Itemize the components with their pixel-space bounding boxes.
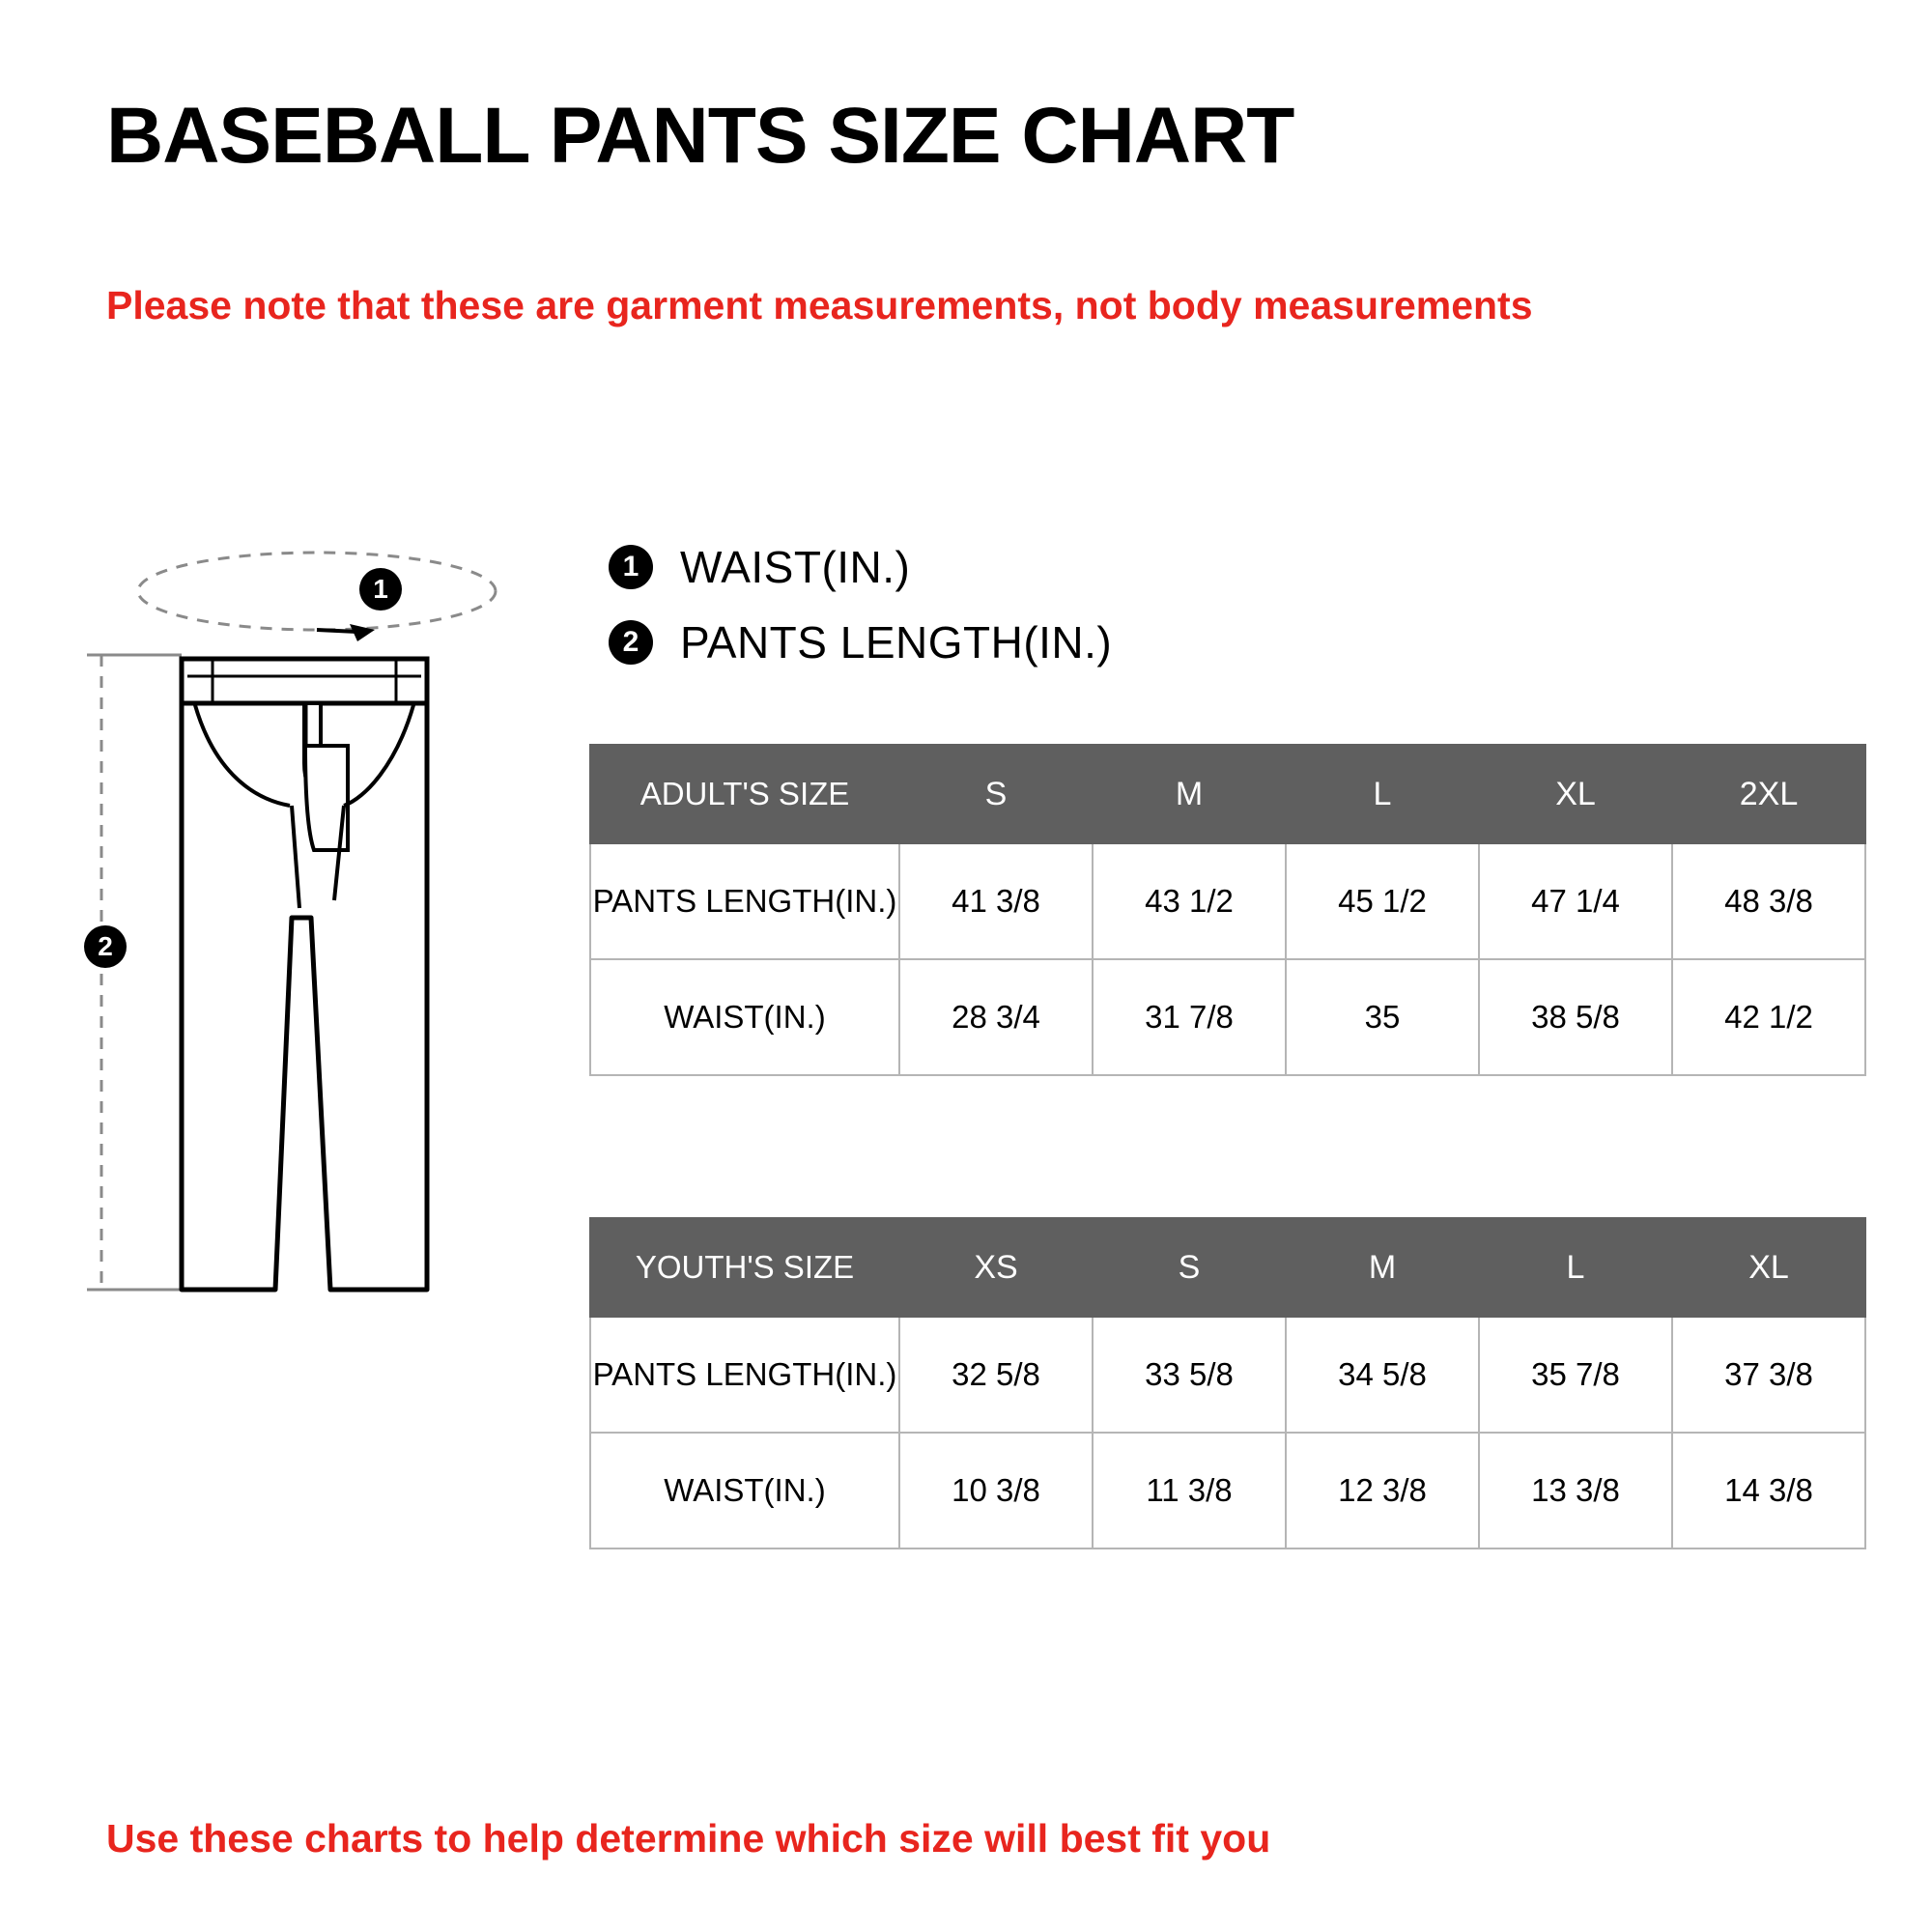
- adult-col-s: S: [899, 745, 1093, 843]
- legend-label-pants-length: PANTS LENGTH(IN.): [680, 617, 1113, 668]
- youth-waist-xl: 14 3/8: [1672, 1433, 1865, 1548]
- youth-waist-xs: 10 3/8: [899, 1433, 1093, 1548]
- diagram-marker-2-badge: 2: [84, 925, 127, 968]
- youth-waist-s: 11 3/8: [1093, 1433, 1286, 1548]
- adult-pants-length-xl: 47 1/4: [1479, 843, 1672, 959]
- adult-pants-length-m: 43 1/2: [1093, 843, 1286, 959]
- legend-label-waist: WAIST(IN.): [680, 542, 911, 592]
- adult-pants-length-l: 45 1/2: [1286, 843, 1479, 959]
- marker-2-badge: 2: [609, 620, 653, 665]
- adult-col-m: M: [1093, 745, 1286, 843]
- table-header-row: [590, 1218, 1865, 1317]
- pants-diagram: [68, 541, 580, 1343]
- adult-waist-2xl: 42 1/2: [1672, 959, 1865, 1075]
- table-row: [590, 1433, 1865, 1548]
- help-note: Use these charts to help determine which size will best fit you: [106, 1816, 1271, 1861]
- adult-size-table: [589, 744, 1866, 1076]
- table-row: [590, 843, 1865, 959]
- youth-waist-l: 13 3/8: [1479, 1433, 1672, 1548]
- garment-measurement-note: Please note that these are garment measurements, not body measurements: [106, 283, 1533, 327]
- legend-item-waist: [609, 541, 1112, 593]
- measurement-legend: [609, 541, 1112, 692]
- adult-size-header: ADULT'S SIZE: [590, 745, 899, 843]
- youth-pants-length-l: 35 7/8: [1479, 1317, 1672, 1433]
- youth-size-header: YOUTH'S SIZE: [590, 1218, 899, 1317]
- youth-waist-m: 12 3/8: [1286, 1433, 1479, 1548]
- youth-col-xs: XS: [899, 1218, 1093, 1317]
- adult-col-xl: XL: [1479, 745, 1672, 843]
- adult-row-waist-label: WAIST(IN.): [590, 959, 899, 1075]
- table-row: [590, 959, 1865, 1075]
- table-row: [590, 1317, 1865, 1433]
- youth-pants-length-m: 34 5/8: [1286, 1317, 1479, 1433]
- adult-waist-xl: 38 5/8: [1479, 959, 1672, 1075]
- youth-row-pants-length-label: PANTS LENGTH(IN.): [590, 1317, 899, 1433]
- youth-pants-length-xl: 37 3/8: [1672, 1317, 1865, 1433]
- youth-pants-length-s: 33 5/8: [1093, 1317, 1286, 1433]
- table-header-row: [590, 745, 1865, 843]
- adult-col-2xl: 2XL: [1672, 745, 1865, 843]
- adult-pants-length-s: 41 3/8: [899, 843, 1093, 959]
- youth-size-table: [589, 1217, 1866, 1549]
- youth-row-waist-label: WAIST(IN.): [590, 1433, 899, 1548]
- youth-col-s: S: [1093, 1218, 1286, 1317]
- adult-waist-l: 35: [1286, 959, 1479, 1075]
- adult-waist-m: 31 7/8: [1093, 959, 1286, 1075]
- page-title: BASEBALL PANTS SIZE CHART: [106, 92, 1294, 180]
- pants-illustration-svg: [68, 541, 580, 1343]
- marker-1-badge: 1: [609, 545, 653, 589]
- adult-pants-length-2xl: 48 3/8: [1672, 843, 1865, 959]
- youth-col-m: M: [1286, 1218, 1479, 1317]
- adult-waist-s: 28 3/4: [899, 959, 1093, 1075]
- youth-col-l: L: [1479, 1218, 1672, 1317]
- diagram-marker-1-badge: 1: [359, 568, 402, 611]
- youth-col-xl: XL: [1672, 1218, 1865, 1317]
- adult-col-l: L: [1286, 745, 1479, 843]
- legend-item-pants-length: [609, 616, 1112, 668]
- adult-row-pants-length-label: PANTS LENGTH(IN.): [590, 843, 899, 959]
- youth-pants-length-xs: 32 5/8: [899, 1317, 1093, 1433]
